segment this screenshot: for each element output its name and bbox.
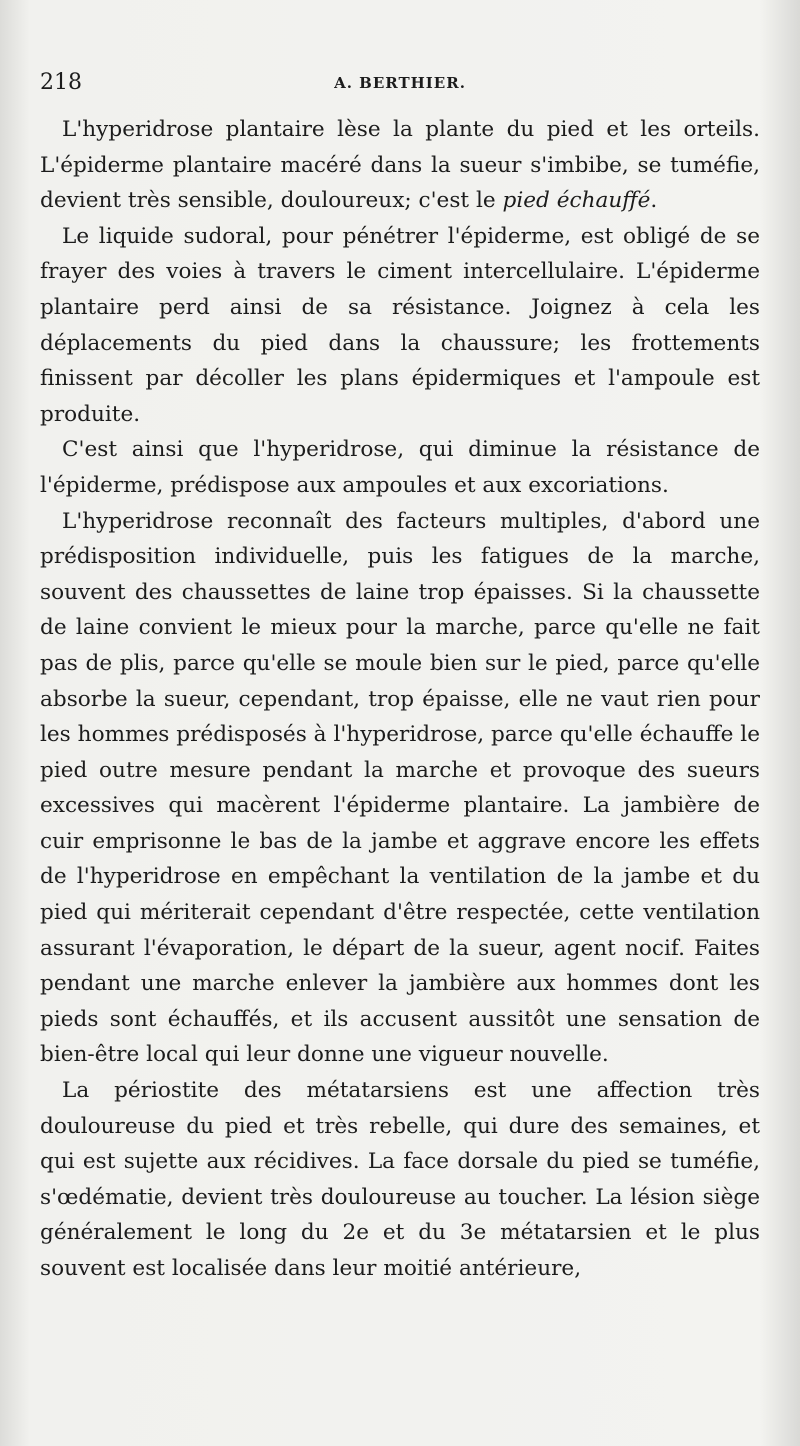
paragraph-1: [40, 112, 760, 219]
italic-term-trailing: .: [650, 188, 658, 214]
page-header: [40, 70, 760, 100]
body-text: [40, 112, 760, 1287]
paragraph-5: La périostite des métatarsiens est une affection très douloureuse du pied et très rebelle, qui dure des semaines, et qui est sujette aux récidives. La face dorsale du pied se tuméfie, s'œdématie, devient très douloureuse au toucher. La lésion siège généralement le long du 2e et du 3e métatarsien et le plus souvent est localisée dans leur moitié antérieure,: [40, 1078, 760, 1281]
paragraph-1-text: L'hyperidrose plantaire lèse la plante du pied et les orteils. L'épiderme plantaire macéré dans la sueur s'imbibe, se tuméfie, devient très sensible, douloureux; c'est le: [40, 117, 760, 214]
italic-term: pied échauffé: [502, 188, 651, 214]
paragraph-3: C'est ainsi que l'hyperidrose, qui diminue la résistance de l'épiderme, prédispose aux ampoules et aux excoriations.: [40, 437, 760, 498]
paragraph-4: L'hyperidrose reconnaît des facteurs multiples, d'abord une prédisposition individuelle, puis les fatigues de la marche, souvent des chaussettes de laine trop épaisses. Si la chaussette de laine convient le mieux pour la marche, parce qu'elle ne fait pas de plis, parce qu'elle se moule bien sur le pied, parce qu'elle absorbe la sueur, cependant, trop épaisse, elle ne vaut rien pour les hommes prédisposés à l'hyperidrose, parce qu'elle échauffe le pied outre mesure pendant la marche et provoque des sueurs excessives qui macèrent l'épiderme plantaire. La jambière de cuir emprisonne le bas de la jambe et aggrave encore les effets de l'hyperidrose en empêchant la ventilation de la jambe et du pied qui mériterait cependant d'être respectée, cette ventilation assurant l'évaporation, le départ de la sueur, agent nocif. Faites pendant une marche enlever la jambière aux hommes dont les pieds sont échauffés, et ils accusent aussitôt une sensation de bien-être local qui leur donne une vigueur nouvelle.: [40, 508, 760, 1068]
page-number: 218: [40, 70, 82, 95]
paragraph-2: Le liquide sudoral, pour pénétrer l'épiderme, est obligé de se frayer des voies à travers le ciment intercellulaire. L'épiderme plantaire perd ainsi de sa résistance. Joignez à cela les déplacements du pied dans la chaussure; les frottements finissent par décoller les plans épidermiques et l'ampoule est produite.: [40, 223, 760, 427]
running-head: A. BERTHIER.: [334, 74, 466, 92]
